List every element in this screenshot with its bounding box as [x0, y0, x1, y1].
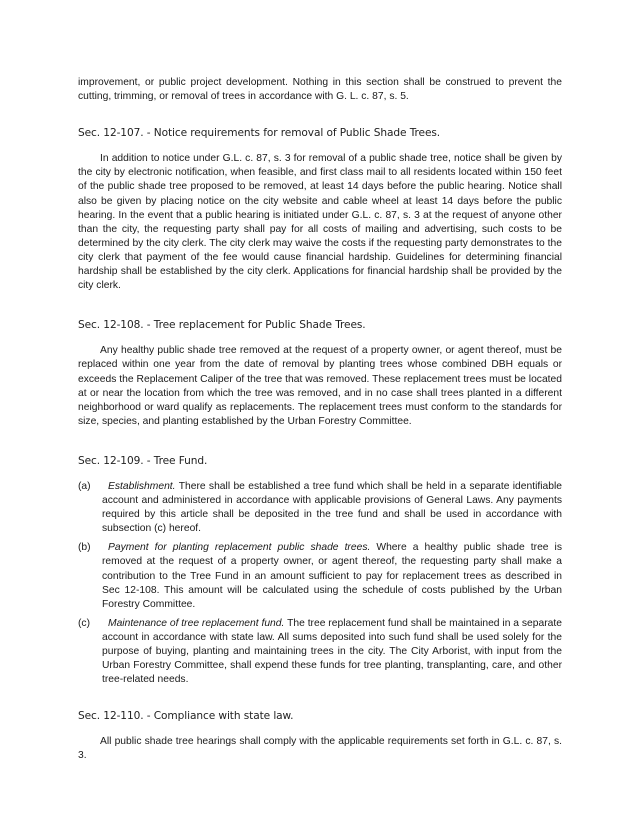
subsection-c: [78, 617, 562, 687]
section-body: Any healthy public shade tree removed at the request of a property owner, or agent thereof, must be replaced within one year from the date of removal by planting trees whose combined DBH equals or exceeds the Replacement Caliper of the tree that was removed. These replacement trees must be located at or near the location from which the tree was removed, and in no case shall trees planted in a different neighborhood or ward qualify as replacements. The replacement trees must conform to the standards for size, species, and planting established by the Urban Forestry Committee.: [78, 345, 562, 427]
subsection-text: [102, 617, 562, 687]
subsection-title: Establishment.: [108, 480, 176, 492]
section-heading: Sec. 12-107. - Notice requirements for removal of Public Shade Trees.: [78, 127, 441, 140]
section-12-109: [78, 454, 562, 687]
subsection-content: There shall be established a tree fund which shall be held in a separate identifiable account and administered in accordance with applicable provisions of General Laws. Any payments required by this article shall be deposited in the tree fund and shall be used in accordance with subsection (c) hereof.: [102, 480, 562, 535]
subsection-label: (a): [78, 480, 91, 492]
intro-paragraph: improvement, or public project development. Nothing in this section shall be construed to prevent the cutting, trimming, or removal of trees in accordance with G. L. c. 87, s. 5.: [78, 77, 562, 103]
subsection-label: (c): [78, 617, 91, 629]
section-12-108: [78, 318, 562, 429]
subsection-content: The tree replacement fund shall be maintained in a separate account in accordance with state law. All sums deposited into such fund shall be used solely for the purpose of buying, planting and maintaining trees in the city. The City Arborist, with input from the Urban Forestry Committee, shall expend these funds for tree planting, transplanting, care, and other tree-related needs.: [102, 617, 562, 686]
subsection-title: Maintenance of tree replacement fund.: [108, 617, 285, 629]
section-heading: Sec. 12-109. - Tree Fund.: [78, 454, 208, 467]
subsection-label: (b): [78, 542, 91, 554]
subsection-content: Where a healthy public shade tree is removed at the request of a property owner, or agent thereof, the requesting party shall make a contribution to the Tree Fund in an amount sufficient to pay for replacement trees as described in Sec 12-108. This amount will be calculated using the schedule of costs published by the Urban Forestry Committee.: [102, 542, 562, 610]
section-12-107: [78, 126, 562, 293]
subsection-a: [78, 480, 562, 536]
section-12-110: [78, 709, 562, 763]
subsection-text: [102, 480, 562, 536]
subsection-title: Payment for planting replacement public shade trees.: [108, 542, 371, 554]
subsection-text: [102, 541, 562, 611]
subsection-b: [78, 541, 562, 611]
section-heading: Sec. 12-110. - Compliance with state law.: [78, 710, 294, 723]
section-heading: Sec. 12-108. - Tree replacement for Public Shade Trees.: [78, 319, 366, 332]
section-body: In addition to notice under G.L. c. 87, s. 3 for removal of a public shade tree, notice shall be given by the city by electronic notification, when feasible, and first class mail to all residents located within 150 feet of the public shade tree proposed to be removed, at least 14 days before the public hearing. Notice shall also be given by placing notice on the city website and cable wheel at least 14 days before the public hearing. In the event that a public hearing is initiated under G.L. c. 87, s. 3 at the request of anyone other than the city, the requesting party shall pay for all costs of mailing and advertising, such costs to be determined by the city clerk. The city clerk may waive the costs if the requesting party demonstrates to the city clerk that payment of the fee would cause financial hardship. Guidelines for determining financial hardship shall be established by the city clerk. Applications for financial hardship shall be provided by the city clerk.: [78, 153, 562, 292]
section-body: All public shade tree hearings shall comply with the applicable requirements set forth in G.L. c. 87, s. 3.: [78, 736, 562, 762]
